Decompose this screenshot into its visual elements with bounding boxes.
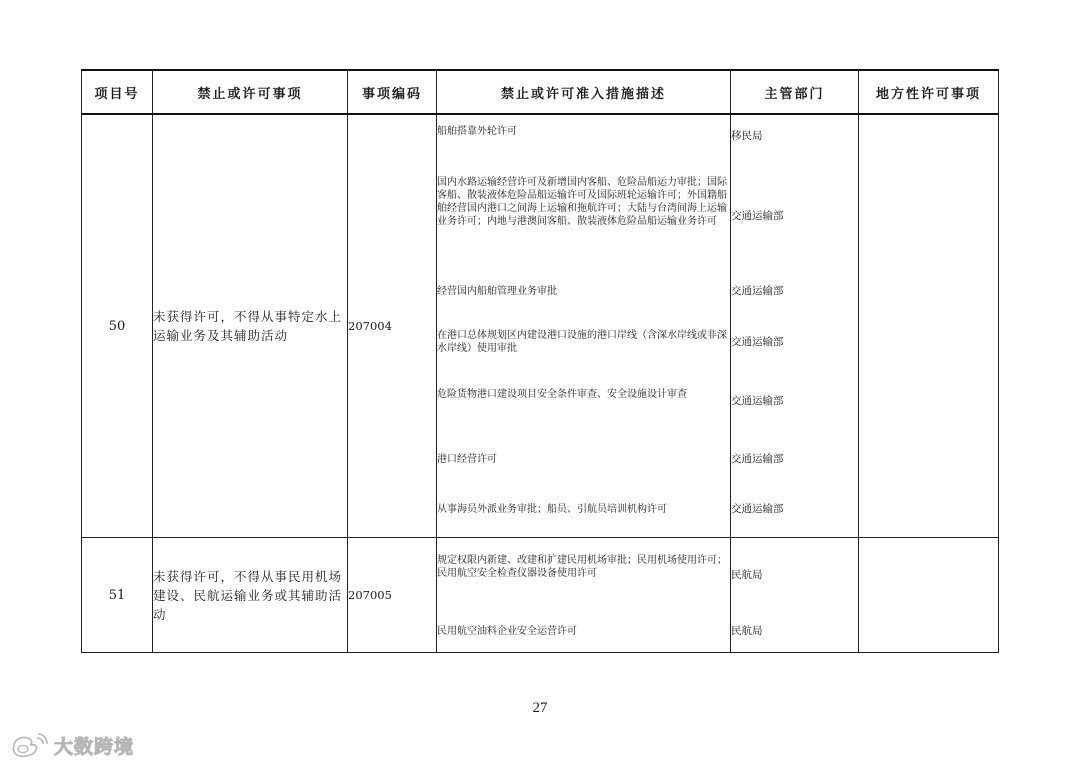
measure-text: 经营国内船舶管理业务审批 <box>437 286 557 297</box>
watermark <box>8 730 134 760</box>
department-text: 交通运输部 <box>731 503 784 515</box>
item-name: 未获得许可，不得从事民用机场建设、民航运输业务或其辅助活动 <box>153 538 348 653</box>
local-permit-cell <box>859 538 999 653</box>
department-text: 交通运输部 <box>731 453 784 465</box>
item-number: 51 <box>82 538 153 653</box>
watermark-text: 大数跨境 <box>54 735 135 758</box>
department-text: 民航局 <box>731 569 763 581</box>
department-text: 移民局 <box>731 130 763 142</box>
measure-text: 船舶搭靠外轮许可 <box>437 126 517 137</box>
col-header-item: 禁止或许可事项 <box>153 70 348 114</box>
col-header-local: 地方性许可事项 <box>859 70 999 114</box>
table-row <box>82 114 999 538</box>
measures-cell <box>437 114 731 538</box>
permit-table <box>81 69 999 653</box>
item-code: 207004 <box>348 114 437 538</box>
col-header-measures: 禁止或许可准入措施描述 <box>437 70 731 114</box>
col-header-department: 主管部门 <box>731 70 859 114</box>
table-row <box>82 538 999 653</box>
department-text: 交通运输部 <box>731 395 784 407</box>
measure-text: 从事海员外派业务审批；船员、引航员培训机构许可 <box>437 504 667 515</box>
local-permit-cell <box>859 114 999 538</box>
department-cell <box>731 114 859 538</box>
measures-cell <box>437 538 731 653</box>
department-text: 交通运输部 <box>731 336 784 348</box>
col-header-number: 项目号 <box>82 70 153 114</box>
department-text: 民航局 <box>731 625 763 637</box>
item-name: 未获得许可，不得从事特定水上运输业务及其辅助活动 <box>153 114 348 538</box>
page-number: 27 <box>532 700 548 716</box>
measure-text: 民用航空油料企业安全运营许可 <box>437 626 577 637</box>
department-text: 交通运输部 <box>731 210 784 222</box>
department-text: 交通运输部 <box>731 285 784 297</box>
measure-text: 在港口总体规划区内建设港口设施的港口岸线（含深水岸线或非深水岸线）使用审批 <box>437 330 727 354</box>
table-header-row <box>82 70 999 114</box>
weibo-logo-icon <box>8 732 48 758</box>
item-number: 50 <box>82 114 153 538</box>
col-header-code: 事项编码 <box>348 70 437 114</box>
department-cell <box>731 538 859 653</box>
measure-text: 危险货物港口建设项目安全条件审查、安全设施设计审查 <box>437 389 687 400</box>
measure-text: 港口经营许可 <box>437 454 497 465</box>
measure-text: 国内水路运输经营许可及新增国内客船、危险品船运力审批；国际客船、散装液体危险品船运输许可及国际班轮运输许可；外国籍船舶经营国内港口之间海上运输和拖航许可；大陆与台湾间海上运输业务许可；内地与港澳间客船、散装液体危险品船运输业务许可 <box>437 177 727 227</box>
measure-text: 规定权限内新建、改建和扩建民用机场审批；民用机场使用许可；民用航空安全检查仪器设备使用许可 <box>437 555 727 579</box>
item-code: 207005 <box>348 538 437 653</box>
